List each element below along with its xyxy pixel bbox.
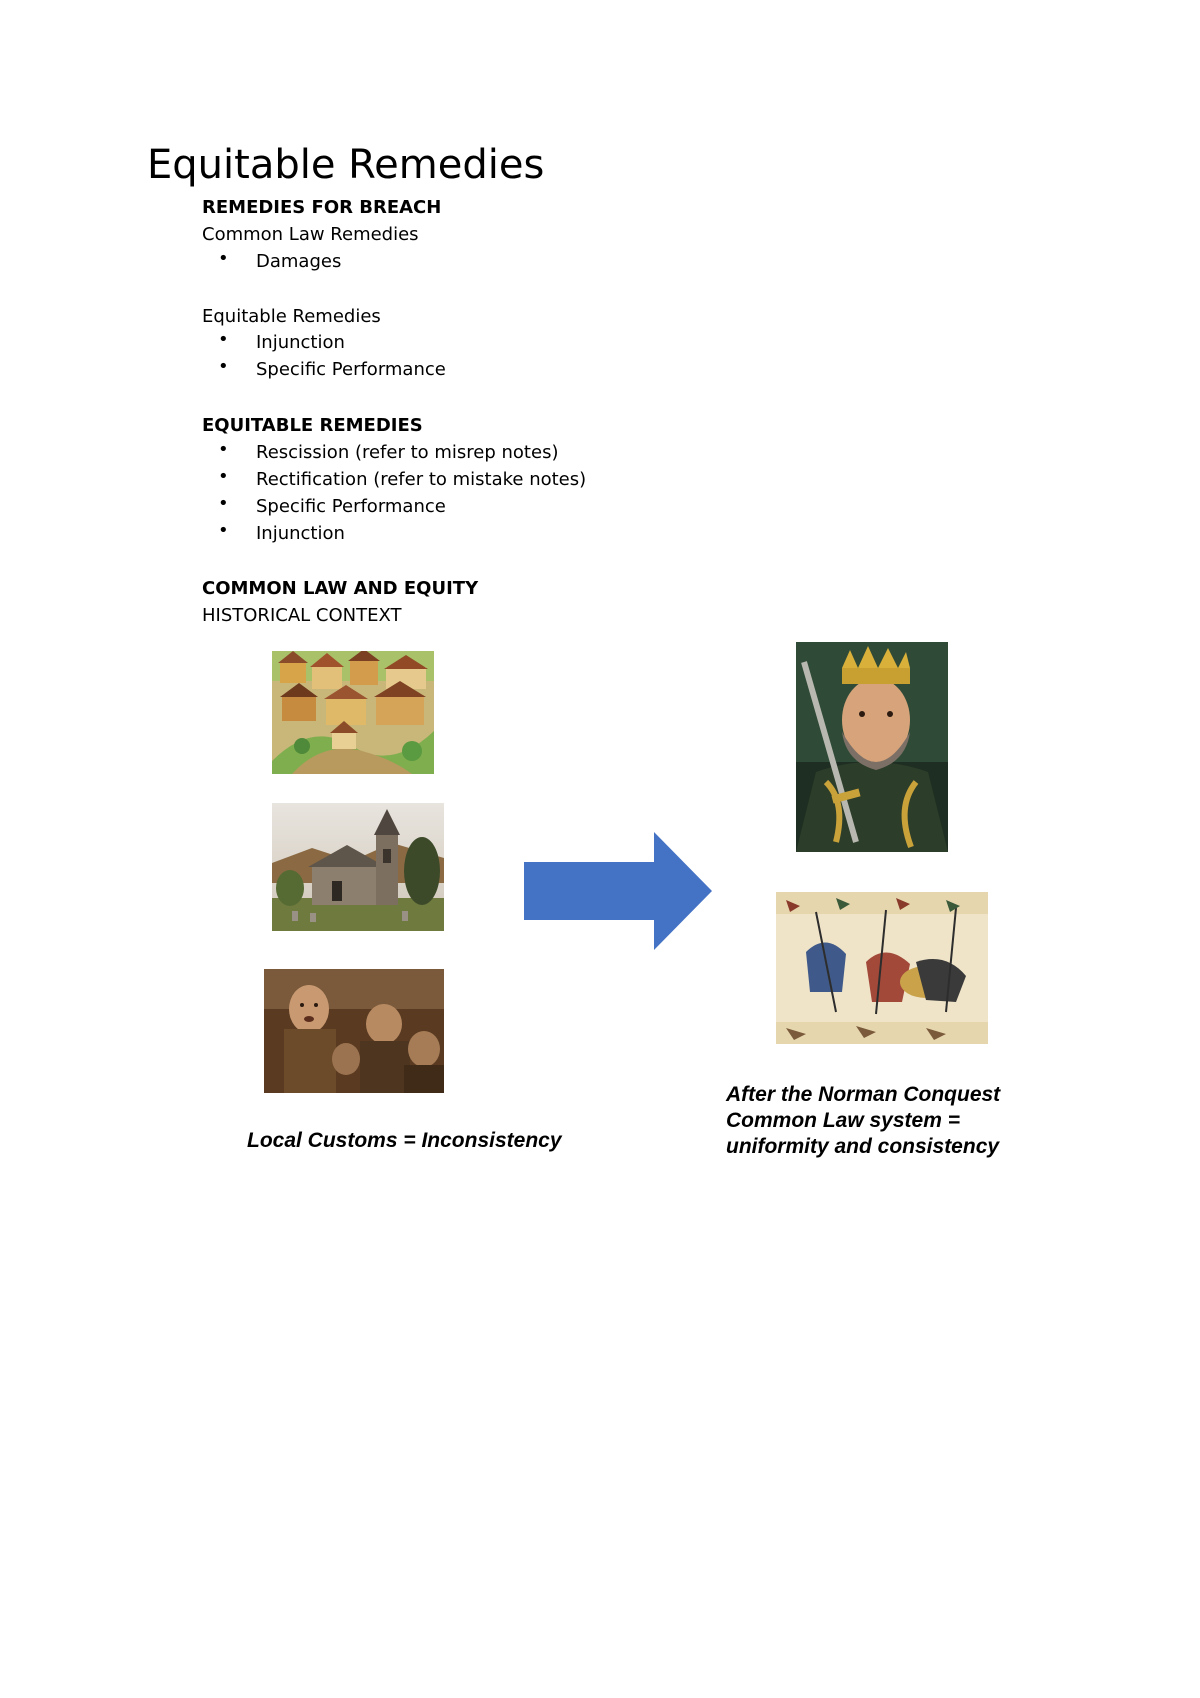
remedies-for-breach-heading: REMEDIES FOR BREACH: [202, 197, 442, 218]
list-item: Damages: [256, 251, 342, 272]
right-caption-line: uniformity and consistency: [726, 1135, 1000, 1158]
king-portrait-icon: [796, 642, 948, 852]
equitable-remedies-heading: EQUITABLE REMEDIES: [202, 415, 423, 436]
bullet-icon: •: [218, 520, 229, 541]
right-caption: [726, 1082, 1000, 1160]
bullet-icon: •: [218, 248, 229, 269]
common-law-and-equity-heading: COMMON LAW AND EQUITY: [202, 578, 479, 599]
peasants-photo-icon: [264, 969, 444, 1093]
bayeux-tapestry-icon: [776, 892, 988, 1044]
historical-context-label: HISTORICAL CONTEXT: [202, 605, 402, 626]
list-item: Specific Performance: [256, 359, 446, 380]
bullet-icon: •: [218, 439, 229, 460]
bullet-icon: •: [218, 466, 229, 487]
village-illustration-icon: [272, 651, 434, 774]
right-caption-line: After the Norman Conquest: [726, 1083, 1001, 1106]
list-item: Injunction: [256, 523, 345, 544]
bullet-icon: •: [218, 356, 229, 377]
common-law-remedies-label: Common Law Remedies: [202, 224, 419, 245]
arrow-right-icon: [524, 832, 712, 950]
left-caption: Local Customs = Inconsistency: [247, 1129, 562, 1152]
list-item: Rescission (refer to misrep notes): [256, 442, 559, 463]
bullet-icon: •: [218, 329, 229, 350]
bullet-icon: •: [218, 493, 229, 514]
page-title: Equitable Remedies: [147, 142, 545, 188]
equitable-remedies-label: Equitable Remedies: [202, 306, 381, 327]
list-item: Rectification (refer to mistake notes): [256, 469, 587, 490]
right-caption-line: Common Law system =: [726, 1109, 960, 1132]
list-item: Injunction: [256, 332, 345, 353]
list-item: Specific Performance: [256, 496, 446, 517]
church-photo-icon: [272, 803, 444, 931]
